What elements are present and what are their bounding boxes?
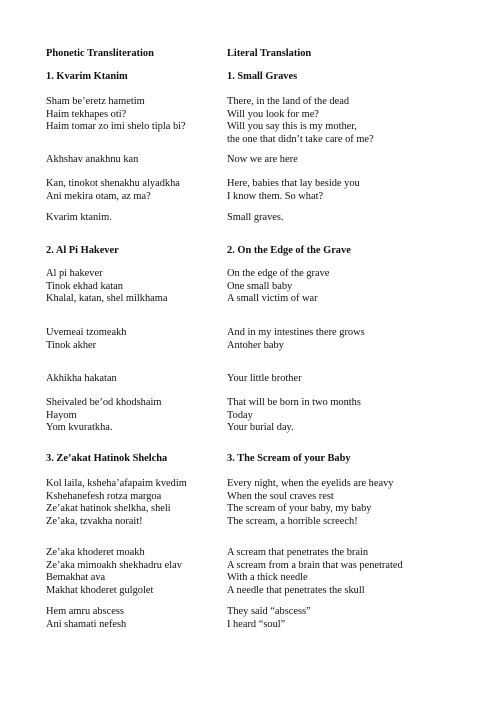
- section-title-text: 3. The Scream of your Baby: [227, 453, 351, 464]
- verse-line: A needle that penetrates the skull: [227, 584, 365, 596]
- verse-line: Ani shamati nefesh: [46, 618, 127, 630]
- verse-line: They said “abscess”: [227, 606, 311, 617]
- column-header-text: Literal Translation: [227, 48, 312, 59]
- verse-line: Will you look for me?: [227, 108, 319, 120]
- verse-line: Bemakhat ava: [46, 572, 106, 584]
- verse-line: Sham be’eretz hametim: [46, 96, 145, 107]
- verse-line: Makhat khoderet gulgolet: [46, 584, 154, 596]
- verse-stanza: [227, 154, 457, 167]
- verse-line: There, in the land of the dead: [227, 96, 350, 107]
- verse-line: Your little brother: [227, 373, 302, 384]
- verse-line: Yom kvuratkha.: [46, 422, 113, 434]
- verse-line: The scream of your baby, my baby: [227, 503, 372, 515]
- verse-line: A scream from a brain that was penetrated: [227, 559, 403, 571]
- verse-line: Today: [227, 409, 253, 421]
- column-header: [46, 48, 221, 61]
- verse-line: The scream, a horrible screech!: [227, 515, 358, 527]
- verse-stanza: [46, 478, 221, 528]
- verse-line: Hem amru abscess: [46, 606, 124, 617]
- section-title: [227, 71, 457, 84]
- verse-line: Tinok ekhad katan: [46, 280, 123, 292]
- verse-line: Hayom: [46, 409, 77, 421]
- verse-line: I heard “soul”: [227, 618, 286, 630]
- verse-line: Ze’akat hatinok shelkha, sheli: [46, 503, 171, 515]
- verse-stanza: [46, 154, 221, 167]
- verse-stanza: [46, 373, 221, 386]
- verse-stanza: [46, 268, 221, 306]
- verse-stanza: [227, 478, 457, 528]
- verse-stanza: [227, 327, 457, 352]
- verse-stanza: [227, 96, 457, 146]
- verse-stanza: [46, 547, 221, 597]
- verse-line: Khalal, katan, shel milkhama: [46, 293, 168, 305]
- verse-stanza: [227, 547, 457, 597]
- section-title: [46, 453, 221, 466]
- verse-line: When the soul craves rest: [227, 490, 334, 502]
- section-title-text: 1. Kvarim Ktanim: [46, 71, 128, 82]
- verse-line: Now we are here: [227, 154, 298, 165]
- verse-stanza: [227, 397, 457, 435]
- verse-line: Small graves.: [227, 212, 284, 223]
- verse-line: Antoher baby: [227, 339, 284, 351]
- section-title: [46, 245, 221, 258]
- verse-line: That will be born in two months: [227, 397, 361, 408]
- verse-line: the one that didn’t take care of me?: [227, 133, 374, 145]
- verse-stanza: [227, 606, 457, 631]
- verse-stanza: [46, 606, 221, 631]
- verse-line: Haim tomar zo imi shelo tipla bi?: [46, 121, 186, 133]
- verse-line: Kvarim ktanim.: [46, 212, 112, 223]
- verse-stanza: [227, 373, 457, 386]
- verse-line: With a thick needle: [227, 572, 308, 584]
- verse-stanza: [227, 268, 457, 306]
- column-header-text: Phonetic Transliteration: [46, 48, 154, 59]
- verse-line: Al pi hakever: [46, 268, 103, 279]
- column-header: [227, 48, 457, 61]
- verse-stanza: [46, 397, 221, 435]
- verse-line: A scream that penetrates the brain: [227, 547, 369, 558]
- verse-line: I know them. So what?: [227, 190, 324, 202]
- section-title-text: 1. Small Graves: [227, 71, 298, 82]
- section-title-text: 2. Al Pi Hakever: [46, 245, 119, 256]
- verse-line: Haim tekhapes oti?: [46, 108, 127, 120]
- verse-line: Tinok akher: [46, 339, 97, 351]
- verse-stanza: [46, 178, 221, 203]
- verse-line: Kol laila, ksheha’afapaim kvedim: [46, 478, 187, 489]
- verse-line: Kshehanefesh rotza margoa: [46, 490, 162, 502]
- verse-stanza: [227, 212, 457, 225]
- verse-line: And in my intestines there grows: [227, 327, 365, 338]
- verse-line: On the edge of the grave: [227, 268, 330, 279]
- verse-stanza: [46, 327, 221, 352]
- verse-line: A small victim of war: [227, 293, 318, 305]
- verse-line: Sheivaled be’od khodshaim: [46, 397, 162, 408]
- verse-line: One small baby: [227, 280, 293, 292]
- verse-line: Ze’aka khoderet moakh: [46, 547, 145, 558]
- section-title: [227, 245, 457, 258]
- verse-line: Here, babies that lay beside you: [227, 178, 360, 189]
- verse-line: Every night, when the eyelids are heavy: [227, 478, 394, 489]
- section-title: [46, 71, 221, 84]
- verse-line: Ze’aka, tzvakha norait!: [46, 515, 143, 527]
- section-title: [227, 453, 457, 466]
- verse-line: Kan, tinokot shenakhu alyadkha: [46, 178, 180, 189]
- verse-line: Your burial day.: [227, 422, 294, 434]
- verse-stanza: [46, 212, 221, 225]
- section-title-text: 3. Ze’akat Hatinok Shelcha: [46, 453, 168, 464]
- verse-line: Ani mekira otam, az ma?: [46, 190, 151, 202]
- verse-line: Will you say this is my mother,: [227, 121, 357, 133]
- verse-line: Ze’aka mimoakh shekhadru elav: [46, 559, 182, 571]
- verse-line: Akhikha hakatan: [46, 373, 117, 384]
- verse-stanza: [46, 96, 221, 134]
- verse-line: Akhshav anakhnu kan: [46, 154, 139, 165]
- verse-line: Uvemeai tzomeakh: [46, 327, 127, 338]
- section-title-text: 2. On the Edge of the Grave: [227, 245, 351, 256]
- verse-stanza: [227, 178, 457, 203]
